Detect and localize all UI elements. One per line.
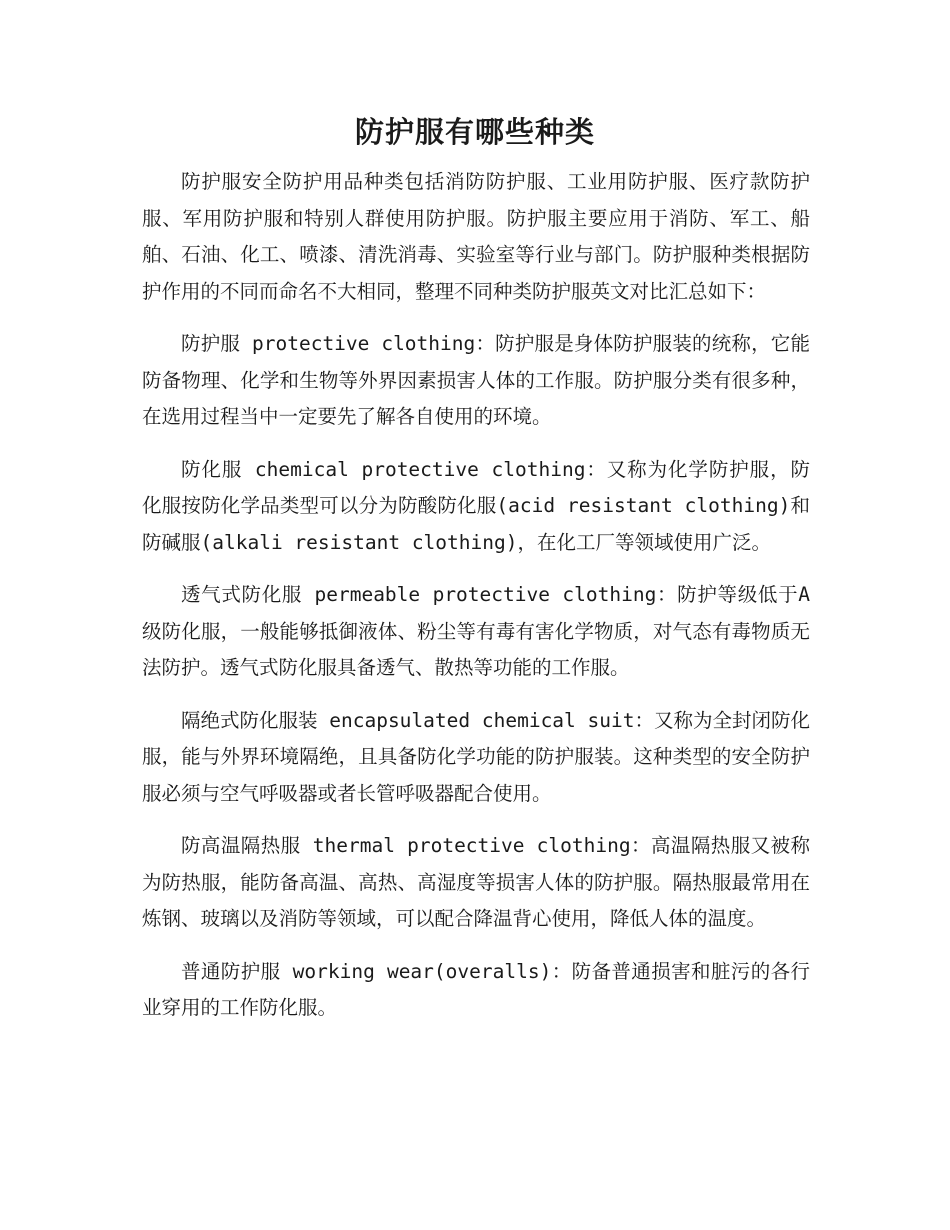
paragraph-thermal-protective-clothing: 防高温隔热服 thermal protective clothing：高温隔热服又被称为防热服，能防备高温、高热、高湿度等损害人体的防护服。隔热服最常用在炼钢、玻璃以及消防等领域，可以配合降温背心使用，降低人体的温度。 (142, 834, 810, 930)
paragraph-permeable-protective-clothing: 透气式防化服 permeable protective clothing：防护等级低于A级防化服，一般能够抵御液体、粉尘等有毒有害化学物质，对气态有毒物质无法防护。透气式防化服具备透气、散热等功能的工作服。 (142, 583, 810, 679)
paragraph-chemical-protective-clothing: 防化服 chemical protective clothing：又称为化学防护服，防化服按防化学品类型可以分为防酸防化服(acid resistant clothing)和防碱服(alkali resistant clothing)，在化工厂等领域使用广泛。 (142, 457, 811, 554)
paragraph-working-wear: 普通防护服 working wear(overalls)：防备普通损害和脏污的各行业穿用的工作防化服。 (142, 959, 810, 1019)
document-title: 防护服有哪些种类 (354, 115, 595, 149)
document-body (142, 164, 810, 1043)
paragraph-protective-clothing: 防护服 protective clothing：防护服是身体防护服装的统称，它能防备物理、化学和生物等外界因素损害人体的工作服。防护服分类有很多种，在选用过程当中一定要先了解各自使用的环境。 (142, 332, 810, 428)
paragraph-encapsulated-chemical-suit: 隔绝式防化服装 encapsulated chemical suit：又称为全封闭防化服，能与外界环境隔绝，且具备防化学功能的防护服装。这种类型的安全防护服必须与空气呼吸器或者长管呼吸器配合使用。 (142, 708, 810, 805)
paragraph-intro: 防护服安全防护用品种类包括消防防护服、工业用防护服、医疗款防护服、军用防护服和特别人群使用防护服。防护服主要应用于消防、军工、船舶、石油、化工、喷漆、清洗消毒、实验室等行业与部门。防护服种类根据防护作用的不同而命名不大相同，整理不同种类防护服英文对比汇总如下： (142, 170, 810, 303)
